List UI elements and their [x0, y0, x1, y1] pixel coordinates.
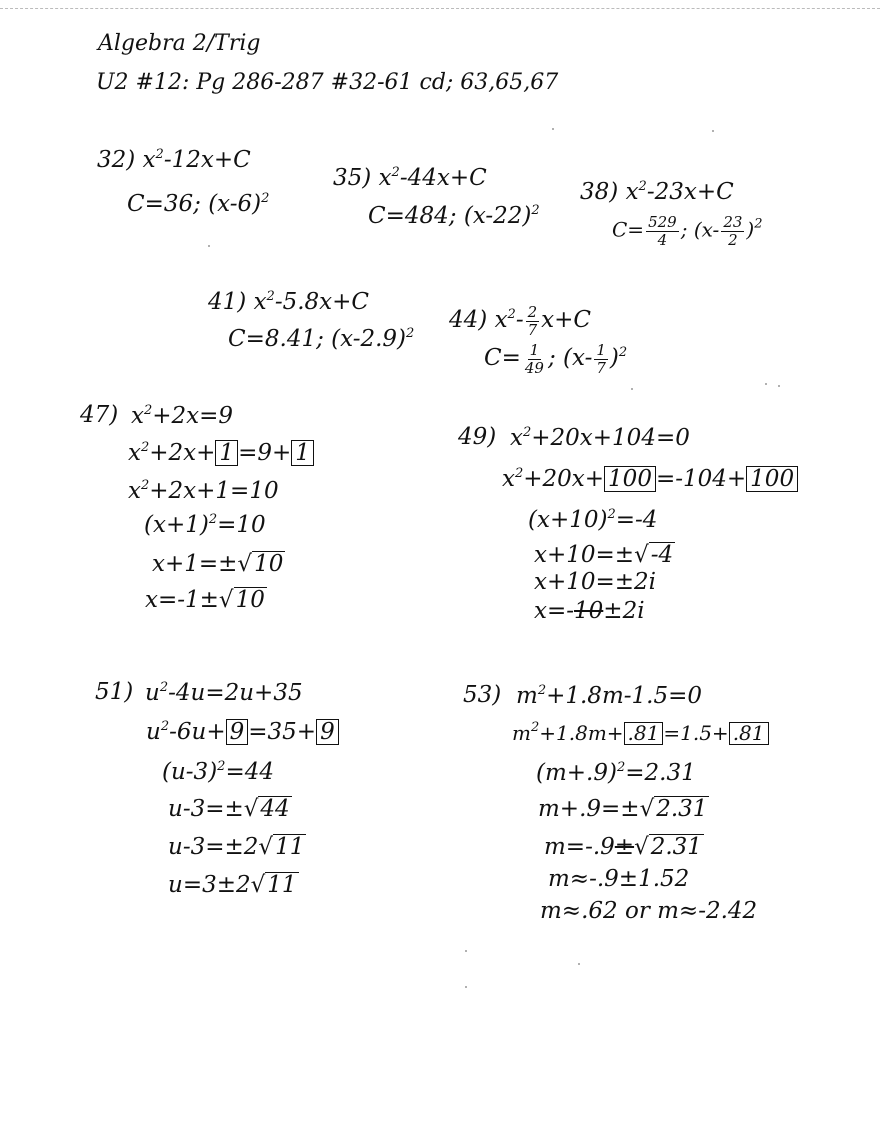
exponent: 2 — [143, 403, 153, 418]
boxed-term: 1 — [215, 440, 238, 466]
scan-speck — [778, 385, 780, 387]
radical-sign: √ — [243, 796, 259, 822]
expr-rest: -12x+C — [163, 147, 251, 173]
expr-rest: -6u+ — [169, 719, 226, 745]
problem-49-line-5: x+10=±2i — [534, 569, 657, 595]
boxed-term: 9 — [226, 719, 249, 745]
radicand: -4 — [650, 542, 674, 568]
exponent: 2 — [159, 680, 169, 695]
expr-var: x — [510, 425, 523, 451]
problem-35-question — [333, 166, 487, 190]
expr-var: x — [253, 289, 267, 315]
answer-c: C=36; — [127, 191, 201, 217]
problem-51-line-4 — [168, 796, 292, 821]
problem-38-question — [580, 180, 734, 204]
problem-number: 44) — [449, 307, 488, 333]
problem-51-line-3 — [162, 760, 274, 784]
expr-rest: =10 — [217, 512, 266, 538]
problem-53-line-3 — [536, 761, 696, 785]
expr-rest: x+1=± — [152, 551, 238, 577]
expr-var: u — [145, 680, 160, 706]
exponent: 2 — [266, 289, 275, 304]
expr-var: x — [128, 478, 141, 504]
expr-var: x — [625, 179, 639, 205]
fraction: $\frac{23}{2}$ — [723, 213, 743, 249]
problem-49-line-4 — [534, 542, 675, 567]
answer-factor-end: ) — [746, 217, 755, 242]
exponent: 2 — [160, 719, 170, 734]
radicand: 11 — [275, 834, 305, 860]
radical-sign: √ — [258, 834, 274, 860]
expr-rest: x=-1± — [145, 587, 219, 613]
expr-rest: -5.8x+C — [274, 289, 370, 315]
scan-speck — [765, 383, 767, 385]
radicand: 2.31 — [656, 796, 708, 822]
exponent: 2 — [537, 683, 547, 698]
problem-47-line-2 — [128, 440, 314, 466]
answer-c: C=484; — [368, 203, 457, 229]
expr-var: (m+.9) — [536, 760, 617, 786]
exponent: 2 — [140, 478, 150, 493]
problem-47-line-6 — [145, 587, 267, 612]
expr-rest: +1.8m-1.5=0 — [546, 683, 703, 709]
expr-rest: ±2i — [603, 598, 645, 624]
answer-c: C= — [612, 217, 645, 242]
boxed-term: 1 — [291, 440, 314, 466]
expr-rest: +1.8m+ — [539, 721, 624, 745]
problem-47-line-1 — [131, 404, 233, 428]
problem-49-line-3 — [528, 508, 657, 532]
answer-factor-end: ) — [609, 345, 619, 371]
expr-rest: m+.9=± — [538, 796, 640, 822]
problem-53-line-6: m≈-.9±1.52 — [548, 866, 690, 892]
problem-41-question — [208, 290, 369, 314]
problem-32-question — [97, 148, 251, 172]
expr-rest: =2.31 — [625, 760, 696, 786]
exponent: 2 — [531, 203, 540, 218]
radical-sign: √ — [634, 834, 649, 860]
radicand: 10 — [235, 587, 265, 613]
fraction: $\frac{1}{7}$ — [596, 341, 606, 377]
boxed-term: .81 — [729, 722, 769, 745]
expr-var: x — [131, 403, 144, 429]
crossed-out-term: 10 — [574, 598, 604, 624]
answer-c: C= — [484, 345, 521, 371]
problem-number: 35) — [333, 165, 372, 191]
separator: ; — [547, 345, 556, 371]
problem-47-line-3 — [128, 479, 279, 503]
expr-rest: -23x+C — [646, 179, 734, 205]
expr-rest: +20x+104=0 — [531, 425, 690, 451]
problem-35-answer — [368, 204, 540, 228]
problem-44-question — [449, 304, 591, 338]
exponent: 2 — [140, 440, 150, 455]
assignment-line: U2 #12: Pg 286-287 #32-61 cd; 63,65,67 — [96, 70, 559, 95]
problem-47-number: 47) — [80, 402, 119, 428]
answer-factor-start: (x- — [563, 345, 593, 371]
expr-var: x — [378, 165, 392, 191]
expr-var: x — [128, 440, 141, 466]
expr-var: m — [516, 683, 538, 709]
problem-41-answer — [228, 327, 414, 351]
exponent: 2 — [530, 720, 540, 735]
problem-53-line-5 — [544, 834, 704, 859]
problem-32-answer — [127, 192, 269, 216]
answer-factor: (x-2.9) — [331, 326, 407, 352]
expr-var: (x+10) — [528, 507, 608, 533]
boxed-term: 100 — [746, 466, 798, 492]
problem-number: 38) — [580, 179, 619, 205]
expr-rest: +20x+ — [523, 466, 605, 492]
exponent: 2 — [208, 512, 218, 527]
exponent: 2 — [391, 165, 400, 180]
scan-speck — [465, 986, 467, 988]
radicand: 11 — [267, 872, 297, 898]
problem-44-answer — [484, 342, 627, 376]
separator: ; — [680, 217, 688, 242]
expr-rest: =9+ — [238, 440, 292, 466]
problem-51-line-6 — [168, 872, 299, 897]
exponent: 2 — [507, 307, 516, 322]
problem-51-line-1 — [145, 681, 303, 705]
problem-51-line-5 — [168, 834, 306, 859]
expr-rest: -4u=2u+35 — [168, 680, 303, 706]
answer-factor: (x-22) — [463, 203, 532, 229]
expr-var: x — [502, 466, 515, 492]
problem-53-line-1 — [516, 684, 702, 708]
expr-rest: +2x+ — [149, 440, 216, 466]
expr-rest: x+C — [541, 307, 591, 333]
radical-sign: √ — [634, 542, 649, 568]
expr-rest: =1.5+ — [663, 721, 729, 745]
exponent: 2 — [616, 760, 626, 775]
expr-rest: m=-.9 — [544, 834, 615, 860]
scan-speck — [208, 245, 210, 247]
exponent: 2 — [754, 216, 763, 232]
worksheet-title: Algebra 2/Trig — [98, 31, 261, 56]
problem-49-line-1 — [510, 426, 690, 450]
crossed-out-term: ± — [614, 834, 635, 860]
problem-51-line-2 — [146, 719, 339, 745]
problem-53-line-7: m≈.62 or m≈-2.42 — [540, 898, 758, 924]
expr-rest: +2x=9 — [152, 403, 234, 429]
exponent: 2 — [217, 759, 226, 774]
exponent: 2 — [522, 425, 532, 440]
boxed-term: .81 — [624, 722, 664, 745]
answer-factor: (x-6) — [208, 191, 262, 217]
boxed-term: 100 — [604, 466, 656, 492]
expr-rest: u-3=± — [168, 796, 244, 822]
expr-var: u — [146, 719, 161, 745]
exponent: 2 — [514, 466, 524, 481]
problem-53-line-2 — [512, 721, 769, 745]
expr-rest: -44x+C — [399, 165, 487, 191]
expr-minus: - — [515, 307, 524, 333]
fraction: $\frac{529}{4}$ — [648, 213, 677, 249]
radicand: 44 — [260, 796, 290, 822]
expr-rest: x=- — [534, 598, 575, 624]
exponent: 2 — [261, 191, 270, 206]
radicand: 10 — [254, 551, 284, 577]
problem-53-number: 53) — [463, 682, 502, 708]
exponent: 2 — [607, 507, 616, 522]
exponent: 2 — [618, 345, 628, 360]
scan-speck — [631, 388, 633, 390]
exponent: 2 — [155, 147, 164, 162]
radical-sign: √ — [250, 872, 266, 898]
expr-rest: =35+ — [248, 719, 317, 745]
problem-49-number: 49) — [458, 424, 497, 450]
exponent: 2 — [406, 326, 415, 341]
radical-sign: √ — [237, 551, 253, 577]
expr-rest: +2x+1=10 — [149, 478, 279, 504]
radical-sign: √ — [639, 796, 655, 822]
answer-c: C=8.41; — [228, 326, 324, 352]
scan-speck — [712, 130, 714, 132]
problem-53-line-4 — [538, 796, 709, 821]
expr-var: (x+1) — [144, 512, 209, 538]
radical-sign: √ — [218, 587, 234, 613]
problem-49-line-6 — [534, 600, 645, 623]
answer-factor-start: (x- — [693, 217, 720, 242]
expr-rest: u-3=±2 — [168, 834, 259, 860]
scan-speck — [552, 128, 554, 130]
boxed-term: 9 — [316, 719, 339, 745]
expr-var: x — [142, 147, 156, 173]
problem-number: 41) — [208, 289, 247, 315]
expr-rest: =-104+ — [655, 466, 747, 492]
fraction: $\frac{2}{7}$ — [527, 303, 538, 339]
expr-rest: x+10=± — [534, 542, 635, 568]
expr-rest: u=3±2 — [168, 872, 251, 898]
scan-speck — [578, 963, 580, 965]
expr-rest: =44 — [225, 759, 274, 785]
expr-var: x — [494, 307, 508, 333]
expr-var: (u-3) — [162, 759, 218, 785]
scan-speck — [465, 950, 467, 952]
problem-47-line-5 — [152, 551, 285, 576]
exponent: 2 — [638, 179, 647, 194]
expr-rest: =-4 — [615, 507, 658, 533]
problem-number: 32) — [97, 147, 136, 173]
scan-top-edge — [0, 0, 880, 9]
fraction: $\frac{1}{49}$ — [524, 341, 544, 377]
expr-var: m — [512, 721, 531, 745]
problem-51-number: 51) — [95, 679, 134, 705]
radicand: 2.31 — [650, 834, 702, 860]
problem-49-line-2 — [502, 466, 798, 492]
problem-38-answer — [612, 214, 763, 248]
problem-47-line-4 — [144, 513, 266, 537]
